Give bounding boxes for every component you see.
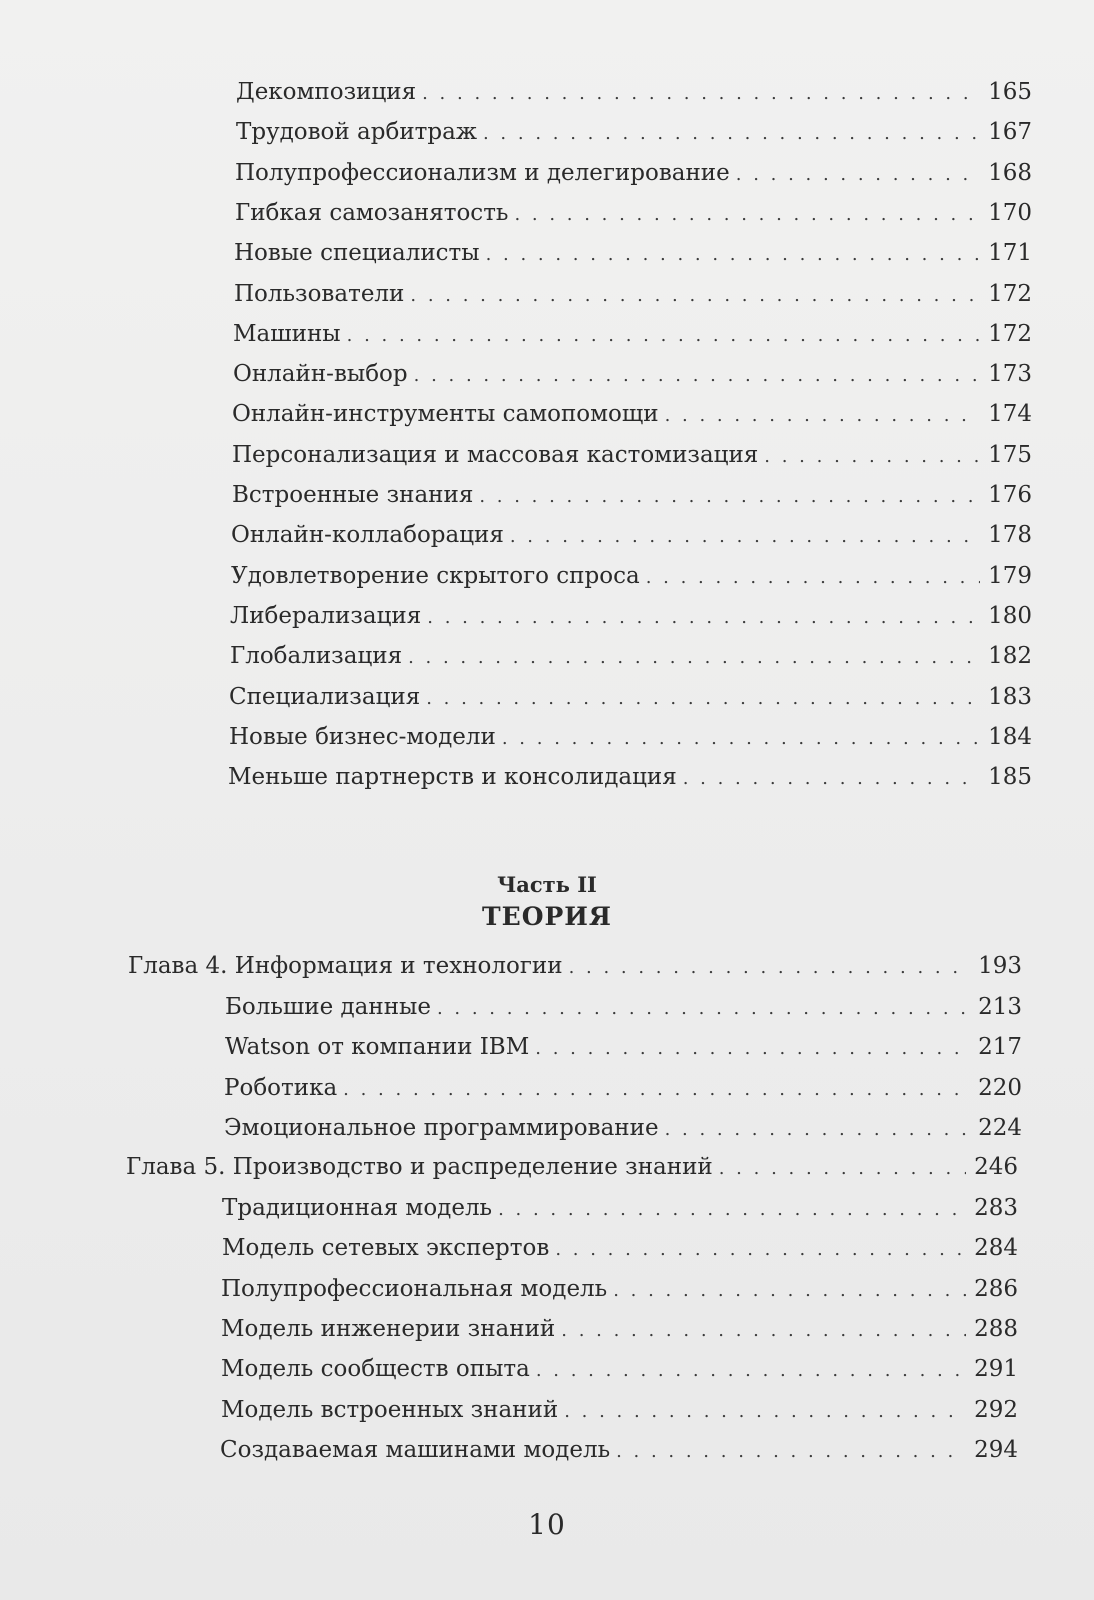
toc-entry-label: Машины xyxy=(233,320,341,347)
toc-entry-label: Новые специалисты xyxy=(234,240,480,267)
toc-entry xyxy=(224,1108,1022,1148)
page-number: 170 xyxy=(988,199,1032,226)
toc-entry-label: Большие данные xyxy=(225,994,431,1020)
toc-entry-label: Новые бизнес-модели xyxy=(229,723,496,750)
dot-leader xyxy=(683,759,980,799)
toc-chapter-5 xyxy=(126,1147,1018,1187)
toc-entry xyxy=(231,515,1032,555)
chapter-title: Производство и распределение знаний xyxy=(232,1154,713,1180)
dot-leader xyxy=(561,1311,966,1351)
toc-entry-label: Трудовой арбитраж xyxy=(236,119,477,146)
toc-entry xyxy=(221,1390,1018,1430)
toc-entry xyxy=(221,1269,1018,1309)
dot-leader xyxy=(414,356,980,396)
page-number: 175 xyxy=(988,441,1032,468)
toc-entry-label: Удовлетворение скрытого спроса xyxy=(231,562,640,589)
toc-entry-label: Пользователи xyxy=(234,280,405,307)
toc-entry-label: Роботика xyxy=(224,1074,338,1101)
chapter-heading xyxy=(126,1147,719,1187)
toc-entry xyxy=(229,717,1032,757)
page-number: 283 xyxy=(974,1195,1018,1221)
toc-entry xyxy=(233,354,1032,394)
page-folio: 10 xyxy=(528,1508,566,1541)
toc-entry-label: Декомпозиция xyxy=(236,79,417,105)
part-label: Часть II xyxy=(497,872,597,897)
chapter-title: Информация и технологии xyxy=(234,953,563,979)
page-number: 288 xyxy=(974,1315,1018,1342)
toc-entry-label: Watson от компании IBM xyxy=(225,1034,530,1061)
page-number: 284 xyxy=(974,1235,1018,1262)
toc-entry xyxy=(236,72,1032,112)
toc-entry xyxy=(225,1027,1022,1067)
toc-entry-label: Традиционная модель xyxy=(222,1195,493,1221)
toc-entry xyxy=(232,435,1032,475)
toc-entry-label: Модель встроенных знаний xyxy=(221,1396,559,1423)
toc-entry-label: Встроенные знания xyxy=(232,482,474,508)
page-number: 182 xyxy=(988,643,1032,670)
toc-entry xyxy=(220,1430,1018,1470)
dot-leader xyxy=(486,235,980,275)
toc-entry xyxy=(230,596,1032,636)
dot-leader xyxy=(536,1351,966,1391)
toc-entry xyxy=(232,394,1032,434)
page-number: 291 xyxy=(974,1356,1018,1383)
page-number: 168 xyxy=(988,159,1032,186)
toc-entry-label: Онлайн-инструменты самопомощи xyxy=(232,401,659,428)
chapter-prefix: Глава 5. xyxy=(126,1154,226,1180)
page-number: 292 xyxy=(974,1396,1018,1423)
toc-entry xyxy=(230,636,1032,676)
toc-entry xyxy=(235,153,1032,193)
toc-entry xyxy=(224,1068,1022,1108)
toc-entry-label: Специализация xyxy=(229,683,421,710)
page-number: 179 xyxy=(988,562,1032,589)
toc-entry-label: Онлайн-выбор xyxy=(233,361,408,388)
page-number: 172 xyxy=(988,320,1032,347)
toc-entry-label: Меньше партнерств и консолидация xyxy=(228,764,677,791)
dot-leader xyxy=(502,719,980,759)
toc-chapter-4 xyxy=(128,946,1022,986)
page-number: 176 xyxy=(988,482,1032,508)
toc-entry-label: Создаваемая машинами модель xyxy=(220,1436,611,1463)
toc-entry-label: Эмоциональное программирование xyxy=(224,1114,659,1141)
toc-entry xyxy=(222,1228,1018,1268)
dot-leader xyxy=(427,598,980,638)
page-number: 173 xyxy=(988,361,1032,388)
dot-leader xyxy=(719,1149,966,1189)
page-number: 294 xyxy=(974,1436,1018,1463)
toc-entry xyxy=(232,475,1032,515)
page-number: 167 xyxy=(988,119,1032,146)
page-number: 224 xyxy=(978,1114,1022,1141)
dot-leader xyxy=(646,558,980,598)
toc-entry-label: Полупрофессиональная модель xyxy=(221,1275,608,1302)
dot-leader xyxy=(764,437,980,477)
dot-leader xyxy=(564,1392,966,1432)
dot-leader xyxy=(555,1230,966,1270)
dot-leader xyxy=(422,74,980,114)
page-number: 180 xyxy=(988,602,1032,629)
toc-entry xyxy=(225,987,1022,1027)
page-number: 185 xyxy=(988,764,1032,791)
toc-entry-label: Модель сетевых экспертов xyxy=(222,1235,550,1262)
dot-leader xyxy=(736,155,980,195)
dot-leader xyxy=(616,1432,966,1472)
dot-leader xyxy=(514,195,980,235)
page-number: 217 xyxy=(978,1034,1022,1061)
dot-leader xyxy=(343,1070,970,1110)
toc-entry xyxy=(221,1309,1018,1349)
dot-leader xyxy=(510,517,980,557)
page-number: 171 xyxy=(988,240,1032,267)
page-number: 165 xyxy=(988,79,1032,105)
dot-leader xyxy=(347,316,980,356)
toc-entry xyxy=(231,556,1032,596)
dot-leader xyxy=(479,477,980,517)
toc-entry xyxy=(234,233,1032,273)
toc-entry-label: Персонализация и массовая кастомизация xyxy=(232,441,759,468)
dot-leader xyxy=(665,396,980,436)
page-number: 178 xyxy=(988,522,1032,549)
dot-leader xyxy=(437,989,970,1029)
page-number: 183 xyxy=(988,683,1032,710)
chapter-prefix: Глава 4. xyxy=(128,953,228,979)
dot-leader xyxy=(483,114,980,154)
dot-leader xyxy=(613,1271,966,1311)
toc-entry-label: Модель сообществ опыта xyxy=(221,1356,530,1383)
page-number: 286 xyxy=(974,1275,1018,1302)
page-number: 184 xyxy=(988,723,1032,750)
dot-leader xyxy=(535,1029,970,1069)
page-number: 246 xyxy=(974,1154,1018,1180)
dot-leader xyxy=(665,1110,970,1150)
toc-entry-label: Гибкая самозанятость xyxy=(235,199,509,226)
part-title: ТЕОРИЯ xyxy=(482,902,612,931)
toc-entry-label: Модель инженерии знаний xyxy=(221,1315,556,1342)
toc-entry xyxy=(234,274,1032,314)
page-number: 213 xyxy=(978,994,1022,1020)
toc-entry xyxy=(236,112,1032,152)
page-number: 172 xyxy=(988,280,1032,307)
page-number: 193 xyxy=(978,953,1022,979)
toc-entry-label: Полупрофессионализм и делегирование xyxy=(235,159,730,186)
toc-entry xyxy=(235,193,1032,233)
dot-leader xyxy=(408,638,980,678)
toc-entry-label: Онлайн-коллаборация xyxy=(231,522,504,549)
page-number: 220 xyxy=(978,1074,1022,1101)
chapter-heading xyxy=(128,946,569,986)
dot-leader xyxy=(426,679,980,719)
toc-entry-label: Глобализация xyxy=(230,643,403,670)
toc-entry xyxy=(228,757,1032,797)
dot-leader xyxy=(498,1190,966,1230)
toc-entry xyxy=(229,677,1032,717)
dot-leader xyxy=(569,948,970,988)
toc-entry-label: Либерализация xyxy=(230,602,422,629)
toc-entry xyxy=(221,1349,1018,1389)
page-number: 174 xyxy=(988,401,1032,428)
toc-entry xyxy=(222,1188,1018,1228)
dot-leader xyxy=(410,276,980,316)
toc-entry xyxy=(233,314,1032,354)
